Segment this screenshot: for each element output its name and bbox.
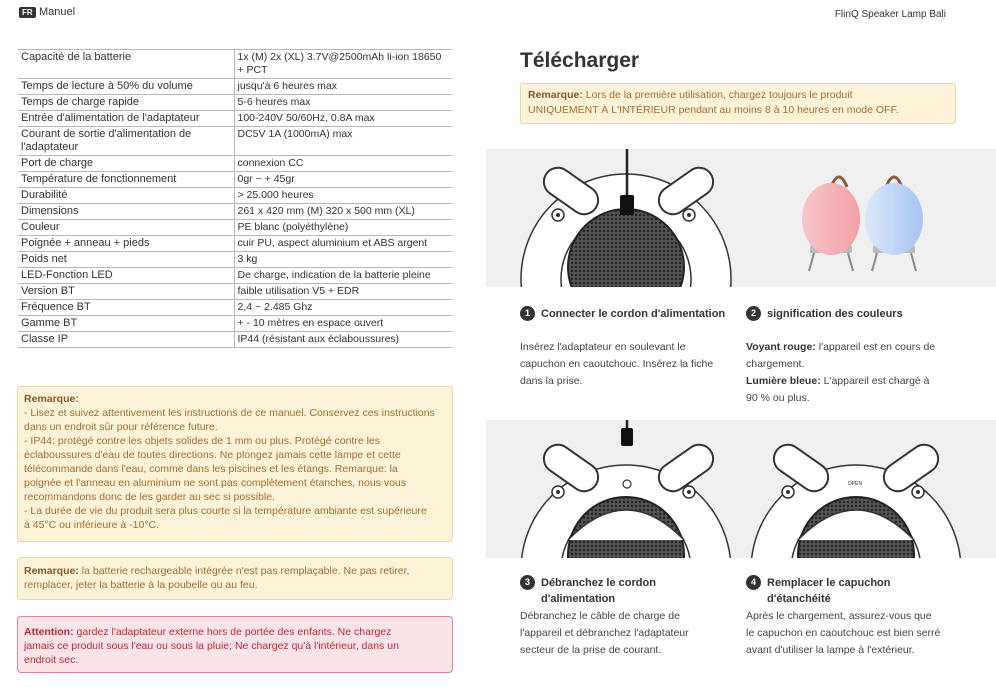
step-2-title xyxy=(746,306,903,322)
charging-remark-label: Remarque: xyxy=(528,89,583,101)
warning-text-3: endroit sec. xyxy=(24,654,79,666)
remark-line: - Lisez et suivez attentivement les instructions de ce manuel. Conservez ces instructions xyxy=(24,407,435,419)
spec-row xyxy=(18,236,452,252)
spec-value: De charge, indication de la batterie pleine xyxy=(234,268,452,284)
step-1-number: 1 xyxy=(520,306,535,321)
remark-line: dans un endroit sûr pour référence future. xyxy=(24,421,218,433)
spec-value: 0gr ~ + 45gr xyxy=(234,172,452,188)
remark-line: - IP44: protégé contre les objets solides de 1 mm ou plus. Protégé contre les xyxy=(24,435,381,447)
step-3-line-2: l'appareil et débranchez l'adaptateur xyxy=(520,627,689,639)
spec-key: Gamme BT xyxy=(18,316,234,332)
remark-line: à 45°C ou inférieure à -10°C. xyxy=(24,519,160,531)
spec-key: Courant de sortie d'alimentation de l'adaptateur xyxy=(18,127,234,156)
step-4-number: 4 xyxy=(746,575,761,590)
remark-box xyxy=(17,386,453,542)
remark-line: recommandons donc de les garder au sec si possible. xyxy=(24,491,275,503)
manual-label: Manuel xyxy=(39,6,76,18)
spec-row xyxy=(18,332,452,348)
spec-key: Poignée + anneau + pieds xyxy=(18,236,234,252)
step-1-title-text: Connecter le cordon d'alimentation xyxy=(541,308,726,320)
spec-row xyxy=(18,95,452,111)
spec-row xyxy=(18,79,452,95)
warning-label: Attention: xyxy=(24,626,74,638)
step-1-title xyxy=(520,306,725,322)
illustration-connect xyxy=(486,149,996,287)
speaker-bottom-illustration xyxy=(486,420,996,558)
spec-value: 100-240V 50/60Hz, 0.8A max xyxy=(234,111,452,127)
blue-light-text-2: 90 % ou plus. xyxy=(746,392,810,404)
step-1-text xyxy=(520,339,713,390)
remark-line: télécommande dans l'eau, comme dans les piscines et les étangs. Remarque: la xyxy=(24,463,398,475)
spec-key: Capacité de la batterie xyxy=(18,50,234,79)
spec-key: LED-Fonction LED xyxy=(18,268,234,284)
spec-value: + - 10 mètres en espace ouvert xyxy=(234,316,452,332)
spec-key: Temps de charge rapide xyxy=(18,95,234,111)
product-name: FlinQ Speaker Lamp Bali xyxy=(834,9,946,20)
spec-row xyxy=(18,188,452,204)
page-title: Télécharger xyxy=(520,49,640,72)
open-label: OPEN xyxy=(847,481,863,487)
spec-value: 261 x 420 mm (M) 320 x 500 mm (XL) xyxy=(234,204,452,220)
spec-key: Entrée d'alimentation de l'adaptateur xyxy=(18,111,234,127)
charging-remark-text: Lors de la première utilisation, chargez toujours le produit xyxy=(582,89,853,101)
spec-key: Classe IP xyxy=(18,332,234,348)
step-3-title-text-2: d'alimentation xyxy=(541,593,616,605)
unplugged-plug xyxy=(621,428,633,446)
spec-key: Version BT xyxy=(18,284,234,300)
spec-key: Port de charge xyxy=(18,156,234,172)
spec-value: cuir PU, aspect aluminium et ABS argent xyxy=(234,236,452,252)
red-light-text-2: chargement. xyxy=(746,358,805,370)
spec-key: Dimensions xyxy=(18,204,234,220)
step-4-line-3: avant d'utiliser la lampe à l'extérieur. xyxy=(746,644,915,656)
spec-row xyxy=(18,220,452,236)
charging-remark-box xyxy=(520,83,956,124)
step-1-line-3: dans la prise. xyxy=(520,375,583,387)
remark-lines xyxy=(24,406,446,532)
spec-row xyxy=(18,156,452,172)
spec-key: Poids net xyxy=(18,252,234,268)
spec-row xyxy=(18,127,452,156)
step-3-text xyxy=(520,608,689,659)
spec-value: PE blanc (polyéthylène) xyxy=(234,220,452,236)
spec-value: connexion CC xyxy=(234,156,452,172)
spec-value: DC5V 1A (1000mA) max xyxy=(234,127,452,156)
step-4-line-1: Après le chargement, assurez-vous que xyxy=(746,610,932,622)
spec-value: 5-6 heures max xyxy=(234,95,452,111)
charging-remark-text-2: UNIQUEMENT À L'INTÉRIEUR pendant au moins 8 à 10 heures en mode OFF. xyxy=(528,104,899,116)
step-2-number: 2 xyxy=(746,306,761,321)
spec-row xyxy=(18,268,452,284)
step-3-number: 3 xyxy=(520,575,535,590)
step-4-title xyxy=(746,575,891,607)
spec-row xyxy=(18,172,452,188)
spec-row xyxy=(18,252,452,268)
spec-key: Durabilité xyxy=(18,188,234,204)
step-2-title-text: signification des couleurs xyxy=(767,308,903,320)
spec-value: 3 kg xyxy=(234,252,452,268)
battery-remark-label: Remarque: xyxy=(24,565,79,577)
red-light-text: l'appareil est en cours de xyxy=(815,341,936,353)
remark-title: Remarque: xyxy=(24,393,79,405)
battery-remark-text-2: remplacer, jeter la batterie à la poubelle ou au feu. xyxy=(24,579,258,591)
spec-value: > 25.000 heures xyxy=(234,188,452,204)
spec-table xyxy=(18,49,452,348)
warning-box xyxy=(17,616,453,673)
step-4-title-text-2: d'étanchéité xyxy=(767,593,831,605)
step-1-line-1: Insérez l'adaptateur en soulevant le xyxy=(520,341,686,353)
spec-value: IP44 (résistant aux éclaboussures) xyxy=(234,332,452,348)
spec-row xyxy=(18,316,452,332)
spec-row xyxy=(18,111,452,127)
spec-value: 2,4 ~ 2.485 Ghz xyxy=(234,300,452,316)
spec-value: 1x (M) 2x (XL) 3.7V@2500mAh li-ion 18650 + PCT xyxy=(234,50,452,79)
step-3-title xyxy=(520,575,656,607)
lamp-blue xyxy=(865,177,923,271)
lamp-pink xyxy=(802,177,860,271)
spec-value: faible utilisation V5 + EDR xyxy=(234,284,452,300)
illustration-disconnect xyxy=(486,420,996,558)
step-3-line-3: secteur de la prise de courant. xyxy=(520,644,662,656)
remark-line: éclaboussures d'eau de toutes directions. Ne plongez jamais cette lampe et cette xyxy=(24,449,401,461)
battery-remark-text: la batterie rechargeable intégrée n'est pas remplaçable. Ne pas retirer, xyxy=(78,565,410,577)
step-2-text xyxy=(746,339,935,407)
spec-row xyxy=(18,284,452,300)
spec-row xyxy=(18,300,452,316)
spec-value: jusqu'à 6 heures max xyxy=(234,79,452,95)
red-light-label: Voyant rouge: xyxy=(746,341,816,353)
step-4-title-text: Remplacer le capuchon xyxy=(767,577,891,589)
spec-row xyxy=(18,204,452,220)
remark-line: poignée et l'anneau en aluminium ne sont pas complètement étanches, nous vous xyxy=(24,477,407,489)
spec-row xyxy=(18,50,452,79)
step-4-text xyxy=(746,608,940,659)
language-badge: FR xyxy=(19,7,36,18)
warning-text: gardez l'adaptateur externe hors de portée des enfants. Ne chargez xyxy=(73,626,392,638)
step-3-title-text: Débranchez le cordon xyxy=(541,577,656,589)
spec-key: Couleur xyxy=(18,220,234,236)
step-4-line-2: le capuchon en caoutchouc est bien serré xyxy=(746,627,941,639)
warning-text-2: jamais ce produit sous l'eau ou sous la pluie; Ne chargez qu'à l'intérieur, dans un xyxy=(24,640,399,652)
battery-remark-box xyxy=(17,557,453,600)
spec-key: Fréquence BT xyxy=(18,300,234,316)
blue-light-text: L'appareil est chargé à xyxy=(820,375,930,387)
step-1-line-2: capuchon en caoutchouc. Insérez la fiche xyxy=(520,358,714,370)
spec-key: Température de fonctionnement xyxy=(18,172,234,188)
power-plug xyxy=(620,195,634,215)
speaker-top-illustration xyxy=(486,149,996,287)
spec-key: Temps de lecture à 50% du volume xyxy=(18,79,234,95)
remark-line: - La durée de vie du produit sera plus courte si la température ambiante est supérieure xyxy=(24,505,427,517)
step-3-line-1: Débranchez le câble de charge de xyxy=(520,610,680,622)
blue-light-label: Lumière bleue: xyxy=(746,375,821,387)
